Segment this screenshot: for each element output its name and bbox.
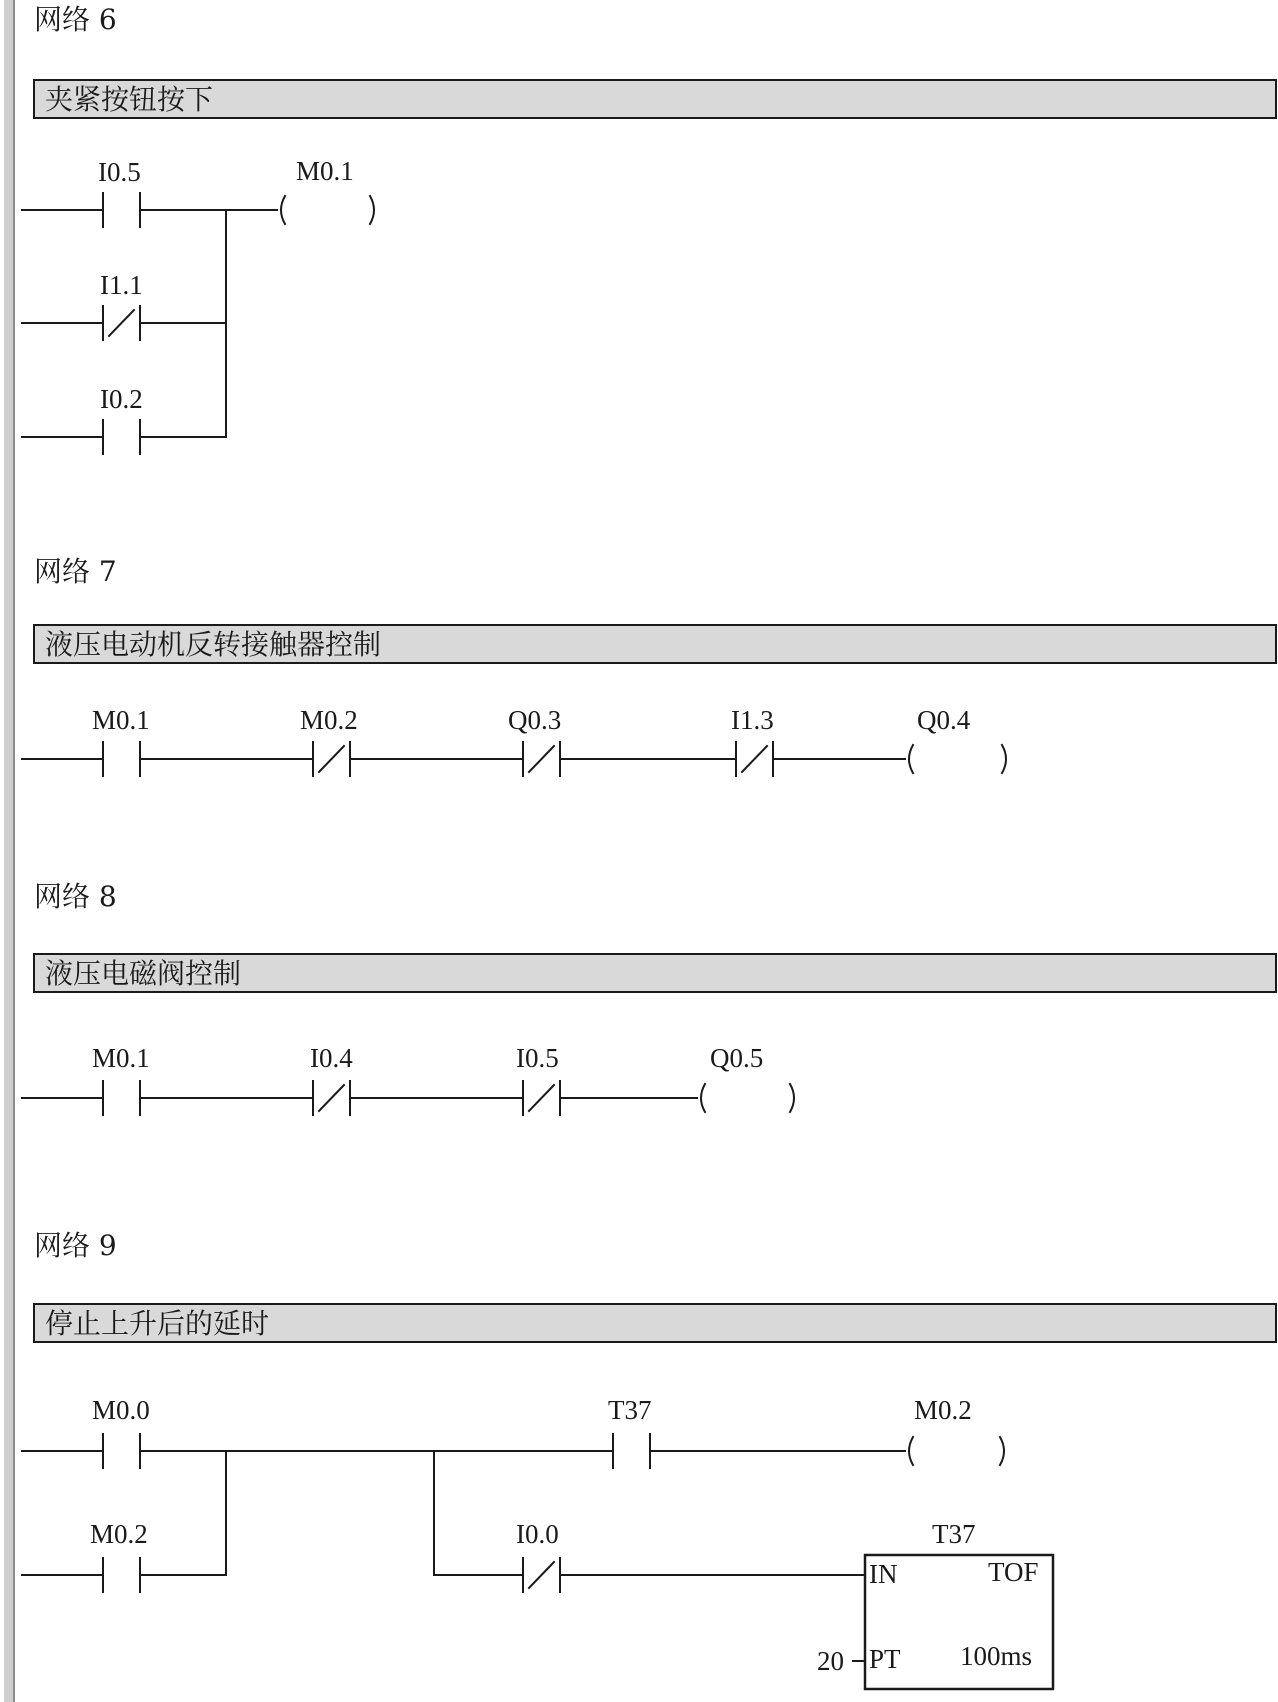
network-6-label: 网络 6	[34, 3, 117, 36]
timer-pt-pin: PT	[869, 1644, 901, 1674]
network-8-label: 网络 8	[34, 880, 117, 913]
contact-i1-1-label: I1.1	[100, 270, 143, 300]
contact-t37-label: T37	[608, 1395, 652, 1425]
network-9-comment: 停止上升后的延时	[45, 1307, 270, 1340]
network-7-label: 网络 7	[34, 555, 117, 588]
contact-i0-5-label: I0.5	[98, 157, 141, 187]
timer-preset-value: 20	[817, 1646, 844, 1676]
contact-i1-3-label: I1.3	[731, 705, 774, 735]
timer-name-label: T37	[932, 1519, 976, 1549]
contact-i0-5-n8-label: I0.5	[516, 1043, 559, 1073]
contact-m0-2-label: M0.2	[300, 705, 358, 735]
network-7-rungs	[22, 742, 1006, 776]
network-6-rungs	[22, 193, 374, 454]
contact-i0-2-label: I0.2	[100, 384, 143, 414]
network-9-label: 网络 9	[34, 1229, 117, 1262]
timer-in-pin: IN	[869, 1559, 898, 1589]
network-8-rungs	[22, 1081, 794, 1115]
coil-q0-4-label: Q0.4	[917, 705, 971, 735]
network-8-comment: 液压电磁阀控制	[45, 957, 242, 990]
timer-type: TOF	[988, 1557, 1039, 1587]
contact-m0-1-label: M0.1	[92, 705, 150, 735]
timer-base: 100ms	[960, 1641, 1033, 1671]
network-7-comment: 液压电动机反转接触器控制	[45, 628, 382, 661]
contact-i0-4-label: I0.4	[310, 1043, 353, 1073]
contact-m0-2-n9-label: M0.2	[90, 1519, 148, 1549]
coil-q0-5-label: Q0.5	[710, 1043, 764, 1073]
coil-m0-1-label: M0.1	[296, 156, 354, 186]
contact-m0-0-label: M0.0	[92, 1395, 150, 1425]
contact-i0-0-label: I0.0	[516, 1519, 559, 1549]
contact-m0-1-n8-label: M0.1	[92, 1043, 150, 1073]
coil-m0-2-label: M0.2	[914, 1395, 972, 1425]
network-6-comment: 夹紧按钮按下	[45, 83, 214, 116]
contact-q0-3-label: Q0.3	[508, 705, 562, 735]
